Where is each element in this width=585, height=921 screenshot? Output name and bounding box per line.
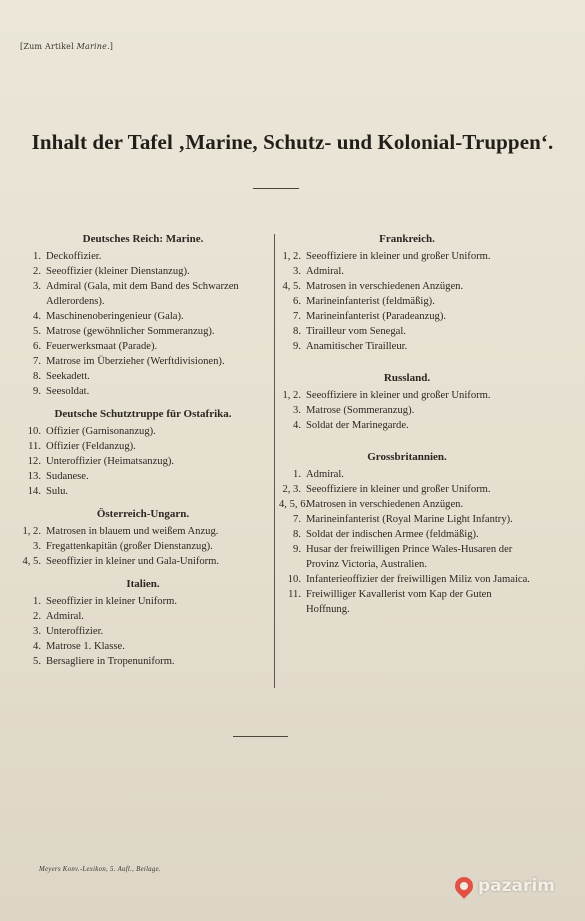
- list-item: [16, 339, 270, 354]
- item-text: Sudanese.: [46, 471, 89, 482]
- item-number: 8.: [293, 529, 301, 540]
- list-item: [16, 354, 270, 369]
- item-text: Seeoffizier in kleiner und Gala-Uniform.: [46, 556, 220, 567]
- section-title: Grossbritannien.: [367, 451, 447, 463]
- list-item: [279, 388, 535, 403]
- item-text: Admiral (Gala, mit dem Band des Schwarzen Adlerordens).: [46, 281, 239, 307]
- list-item: [16, 324, 270, 339]
- section-title: Deutsches Reich: Marine.: [82, 233, 204, 245]
- list-item: [279, 467, 535, 482]
- item-number: 6.: [293, 296, 301, 307]
- item-number: 4, 5.: [22, 556, 41, 567]
- list-item: [279, 527, 535, 542]
- list-item: [16, 484, 270, 499]
- article-reference: [20, 42, 113, 51]
- item-text: Matrosen in verschiedenen Anzügen.: [306, 281, 464, 292]
- item-text: Matrosen in blauem und weißem Anzug.: [46, 526, 219, 537]
- item-number: 1.: [33, 596, 41, 607]
- list-item: [16, 639, 270, 654]
- article-reference-prefix: [Zum Artikel: [20, 42, 77, 51]
- item-text: Matrose im Überzieher (Werftdivisionen).: [46, 356, 225, 367]
- item-number: 4.: [33, 311, 41, 322]
- section: [16, 577, 270, 669]
- list-item: [279, 294, 535, 309]
- list-item: [16, 654, 270, 669]
- list-item: [16, 439, 270, 454]
- item-text: Seeoffiziere in kleiner und großer Uniform.: [306, 484, 491, 495]
- list-item: [16, 554, 270, 569]
- page-title: Inhalt der Tafel ‚Marine, Schutz- und Kolonial-Truppen‘.: [31, 130, 554, 154]
- item-text: Soldat der indischen Armee (feldmäßig).: [306, 529, 479, 540]
- list-item: [16, 624, 270, 639]
- item-number: 1, 2.: [22, 526, 41, 537]
- item-text: Seeoffiziere in kleiner und großer Uniform.: [306, 251, 491, 262]
- section-title: Deutsche Schutztruppe für Ostafrika.: [54, 408, 232, 420]
- list-item: [279, 512, 535, 527]
- item-number: 1, 2.: [282, 251, 301, 262]
- list-item: [279, 403, 535, 418]
- item-number: 12.: [27, 456, 41, 467]
- item-number: 1, 2.: [282, 390, 301, 401]
- item-number: 3.: [293, 405, 301, 416]
- list-item: [279, 264, 535, 279]
- list-item: [279, 418, 535, 433]
- item-number: 10.: [27, 426, 41, 437]
- item-text: Tirailleur vom Senegal.: [306, 326, 406, 337]
- section: [16, 232, 270, 399]
- section-title: Frankreich.: [379, 233, 435, 245]
- list-item: [16, 279, 270, 309]
- item-text: Admiral.: [306, 266, 344, 277]
- item-number: 1.: [293, 469, 301, 480]
- item-number: 4.: [33, 641, 41, 652]
- item-text: Marineinfanterist (Royal Marine Light Infantry).: [306, 514, 513, 525]
- section-title: Italien.: [126, 578, 160, 590]
- item-number: 3.: [33, 626, 41, 637]
- section: [16, 407, 270, 499]
- item-number: 4, 5, 6.: [279, 499, 309, 510]
- item-text: Infanterieoffizier der freiwilligen Miliz von Jamaica.: [306, 574, 530, 585]
- item-text: Marineinfanterist (feldmäßig).: [306, 296, 435, 307]
- item-text: Freiwilliger Kavallerist vom Kap der Guten Hoffnung.: [306, 589, 492, 615]
- item-number: 7.: [293, 311, 301, 322]
- list-item: [279, 309, 535, 324]
- item-number: 11.: [28, 441, 41, 452]
- section: [16, 507, 270, 569]
- item-text: Feuerwerksmaat (Parade).: [46, 341, 158, 352]
- list-item: [279, 324, 535, 339]
- item-number: 4, 5.: [282, 281, 301, 292]
- list-item: [279, 279, 535, 294]
- list-item: [16, 424, 270, 439]
- item-number: 5.: [33, 656, 41, 667]
- item-number: 3.: [33, 281, 41, 292]
- item-number: 7.: [293, 514, 301, 525]
- item-text: Matrose (Sommeranzug).: [306, 405, 415, 416]
- section-title: Österreich-Ungarn.: [96, 508, 190, 520]
- bottom-divider: [233, 736, 288, 737]
- item-number: 9.: [293, 544, 301, 555]
- item-text: Matrosen in verschiedenen Anzügen.: [306, 499, 464, 510]
- list-item: [279, 339, 535, 354]
- item-text: Seeoffiziere in kleiner und großer Uniform.: [306, 390, 491, 401]
- item-text: Seeoffizier in kleiner Uniform.: [46, 596, 178, 607]
- item-text: Fregattenkapitän (großer Dienstanzug).: [46, 541, 213, 552]
- item-number: 3.: [33, 541, 41, 552]
- section: [279, 232, 535, 354]
- list-item: [279, 249, 535, 264]
- item-number: 10.: [287, 574, 301, 585]
- item-number: 2, 3.: [282, 484, 301, 495]
- item-text: Anamitischer Tirailleur.: [306, 341, 408, 352]
- item-text: Husar der freiwilligen Prince Wales-Husaren der Provinz Victoria, Australien.: [306, 544, 513, 570]
- list-item: [279, 587, 535, 617]
- list-item: [16, 609, 270, 624]
- item-text: Sulu.: [46, 486, 69, 497]
- item-text: Marineinfanterist (Paradeanzug).: [306, 311, 447, 322]
- item-text: Matrose 1. Klasse.: [46, 641, 125, 652]
- section-title: Russland.: [383, 372, 431, 384]
- list-item: [279, 497, 535, 512]
- article-reference-name: Marine: [76, 42, 108, 51]
- article-reference-suffix: .]: [107, 42, 114, 51]
- list-item: [279, 572, 535, 587]
- list-item: [279, 482, 535, 497]
- list-item: [16, 264, 270, 279]
- list-item: [16, 454, 270, 469]
- item-text: Seesoldat.: [46, 386, 90, 397]
- item-number: 6.: [33, 341, 41, 352]
- list-item: [16, 369, 270, 384]
- item-text: Seeoffizier (kleiner Dienstanzug).: [46, 266, 190, 277]
- item-number: 9.: [33, 386, 41, 397]
- item-text: Unteroffizier.: [46, 626, 104, 637]
- item-text: Offizier (Garnisonanzug).: [46, 426, 156, 437]
- watermark: [455, 876, 555, 896]
- column-divider: [274, 234, 275, 688]
- item-number: 4.: [293, 420, 301, 431]
- item-text: Maschinenoberingenieur (Gala).: [46, 311, 184, 322]
- item-number: 5.: [33, 326, 41, 337]
- left-column: [16, 232, 270, 677]
- item-number: 14.: [27, 486, 41, 497]
- item-text: Admiral.: [46, 611, 84, 622]
- item-number: 9.: [293, 341, 301, 352]
- item-text: Matrose (gewöhnlicher Sommeranzug).: [46, 326, 215, 337]
- list-item: [16, 249, 270, 264]
- right-column: [279, 232, 535, 634]
- item-text: Soldat der Marinegarde.: [306, 420, 409, 431]
- watermark-text: pazarim: [478, 876, 555, 896]
- item-text: Offizier (Feldanzug).: [46, 441, 136, 452]
- list-item: [16, 594, 270, 609]
- footer-citation: Meyers Konv.-Lexikon, 5. Aufl., Beilage.: [39, 866, 161, 873]
- item-number: 8.: [33, 371, 41, 382]
- item-text: Deckoffizier.: [46, 251, 102, 262]
- item-number: 8.: [293, 326, 301, 337]
- item-number: 11.: [288, 589, 301, 600]
- item-text: Bersagliere in Tropenuniform.: [46, 656, 175, 667]
- item-text: Seekadett.: [46, 371, 90, 382]
- list-item: [16, 309, 270, 324]
- item-text: Unteroffizier (Heimatsanzug).: [46, 456, 175, 467]
- list-item: [16, 539, 270, 554]
- item-number: 7.: [33, 356, 41, 367]
- item-number: 1.: [33, 251, 41, 262]
- section: [279, 450, 535, 617]
- item-number: 3.: [293, 266, 301, 277]
- list-item: [16, 524, 270, 539]
- section: [279, 371, 535, 433]
- list-item: [16, 384, 270, 399]
- item-number: 13.: [27, 471, 41, 482]
- title-divider: [253, 188, 299, 189]
- list-item: [16, 469, 270, 484]
- item-text: Admiral.: [306, 469, 344, 480]
- item-number: 2.: [33, 611, 41, 622]
- item-number: 2.: [33, 266, 41, 277]
- map-pin-icon: [451, 873, 476, 898]
- list-item: [279, 542, 535, 572]
